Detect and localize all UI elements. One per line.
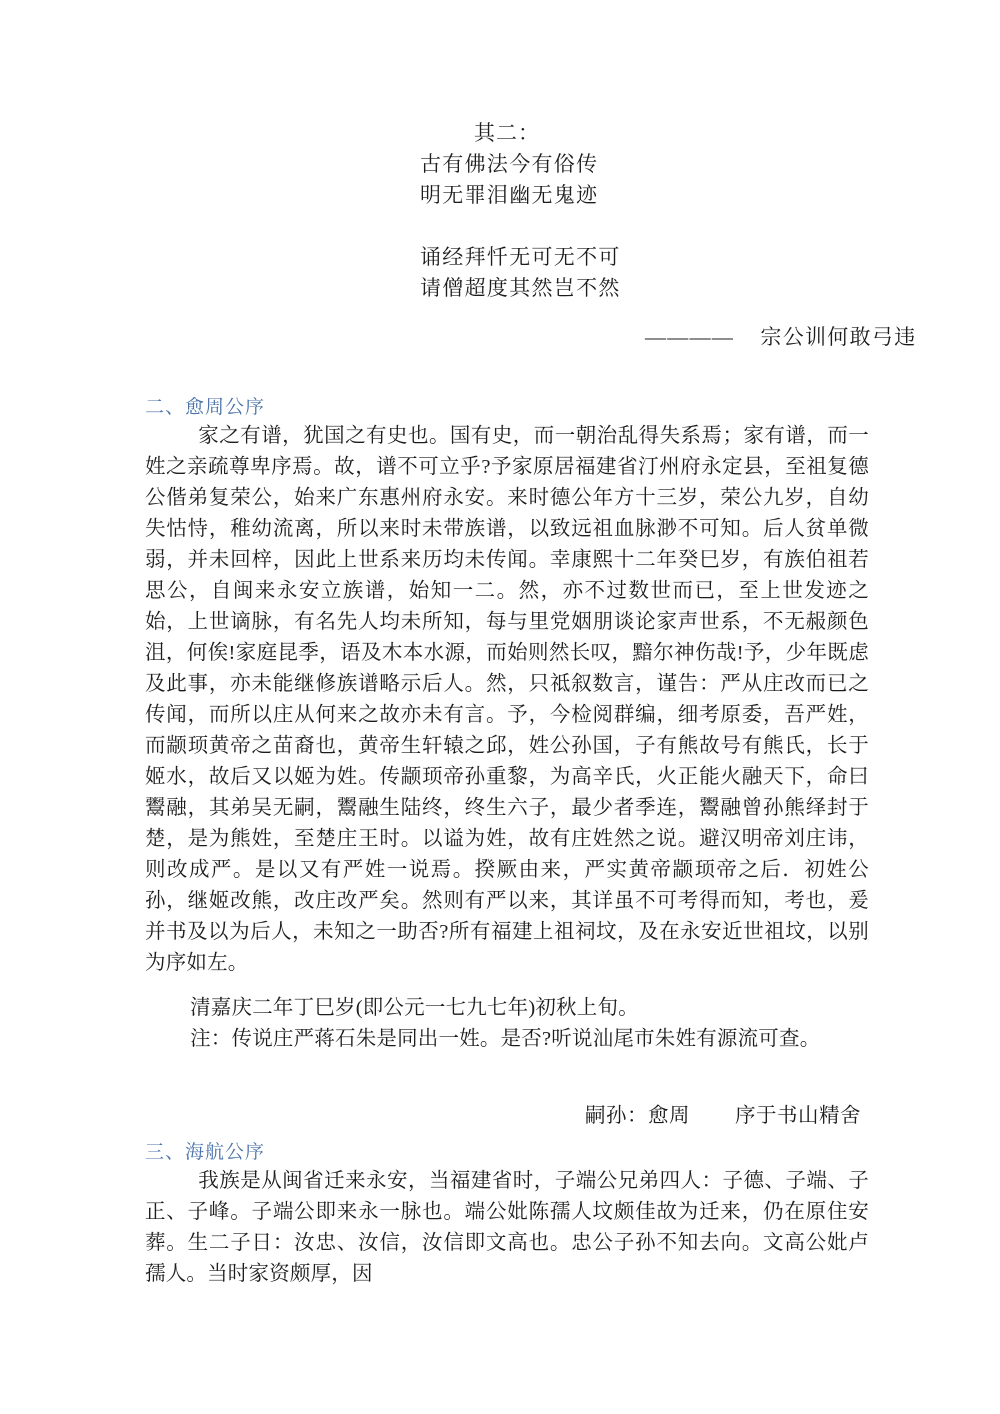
poem-line-3: 诵经拜忏无可无不可 bbox=[420, 245, 621, 269]
section-two-heading: 二、愈周公序 bbox=[145, 397, 266, 418]
section-two-paragraph-1: 家之有谱，犹国之有史也。国有史，而一朝治乱得失系焉；家有谱，而一姓之亲疏尊卑序焉。故，谱不可立乎?予家原居福建省汀州府永定县，至祖复德公偕弟复荣公，始来广东惠州府永安。来时德公年方十三岁，荣公九岁，自幼失怙恃，稚幼流离，所以来时未带族谱，以致远祖血脉渺不可知。后人贫单微弱，并未回梓，因此上世系来历均未传闻。幸康熙十二年癸巳岁，有族伯祖若思公，自闽来永安立族谱，始知一二。然，亦不过数世而已，至上世发迹之始，上世谪脉，有名先人均未所知，每与里党姻朋谈论家声世系，不无赧颜色沮，何俟!家庭昆季，语及木本水源，而始则然长叹，黯尔神伤哉!予，少年既虑及此事，亦未能继修族谱略示后人。然，只祗叙数言，谨告：严从庄改而已之传闻，而所以庄从何来之故亦未有言。予，今检阅群编，细考原委，吾严姓，而颛顼黄帝之苗裔也，黄帝生轩辕之邱，姓公孙国，子有熊故号有熊氏，长于姬水，故后又以姬为姓。传颛顼帝孙重黎，为高辛氏，火正能火融天下，命曰鬻融，其弟吴无嗣，鬻融生陆终，终生六子，最少者季连，鬻融曾孙熊绎封于楚，是为熊姓，至楚庄王时。以谥为姓，故有庄姓然之说。避汉明帝刘庄讳，则改成严。是以又有严姓一说焉。揆厥由来，严实黄帝颛顼帝之后．初姓公孙，继姬改熊，改庄改严矣。然则有严以来，其详虽不可考得而知，考也，爰并书及以为后人，未知之一助否?所有福建上祖祠坟，及在永安近世祖坟，以别为序如左。 bbox=[145, 425, 869, 974]
section-two-paragraph-3: 注：传说庄严蒋石朱是同出一姓。是否?听说汕尾市朱姓有源流可查。 bbox=[190, 1028, 821, 1050]
paragraph-spacer bbox=[145, 979, 869, 993]
signature-spacer bbox=[145, 1055, 869, 1101]
section-three-heading: 三、海航公序 bbox=[145, 1142, 266, 1163]
poem-line-4: 请僧超度其然岂不然 bbox=[420, 276, 621, 300]
poem-title: 其二： bbox=[474, 121, 540, 145]
poem-block bbox=[0, 118, 1000, 353]
section-three-paragraph-1: 我族是从闽省迁来永安，当福建省时，子端公兄弟四人：子德、子端、子正、子峰。子端公即来永一脉也。端公妣陈孺人坟颇佳故为迁来，仍在原住安葬。生二子日：汝忠、汝信，汝信即文高也。忠公子孙不知去向。文高公妣卢孺人。当时家资颇厚，因 bbox=[145, 1170, 869, 1285]
section-two-signature: 嗣孙：愈周 序于书山精舍 bbox=[585, 1105, 861, 1127]
poem-line-2: 明无罪泪幽无鬼迹 bbox=[420, 183, 599, 207]
poem-stanza-gap bbox=[0, 211, 1000, 242]
section-two bbox=[145, 395, 869, 1132]
poem-attribution: ———— 宗公训何敢弓违 bbox=[645, 325, 917, 349]
poem-line-1: 古有佛法今有俗传 bbox=[420, 152, 599, 176]
section-two-paragraph-2: 清嘉庆二年丁巳岁(即公元一七九七年)初秋上旬。 bbox=[190, 997, 639, 1019]
section-three bbox=[145, 1140, 869, 1290]
